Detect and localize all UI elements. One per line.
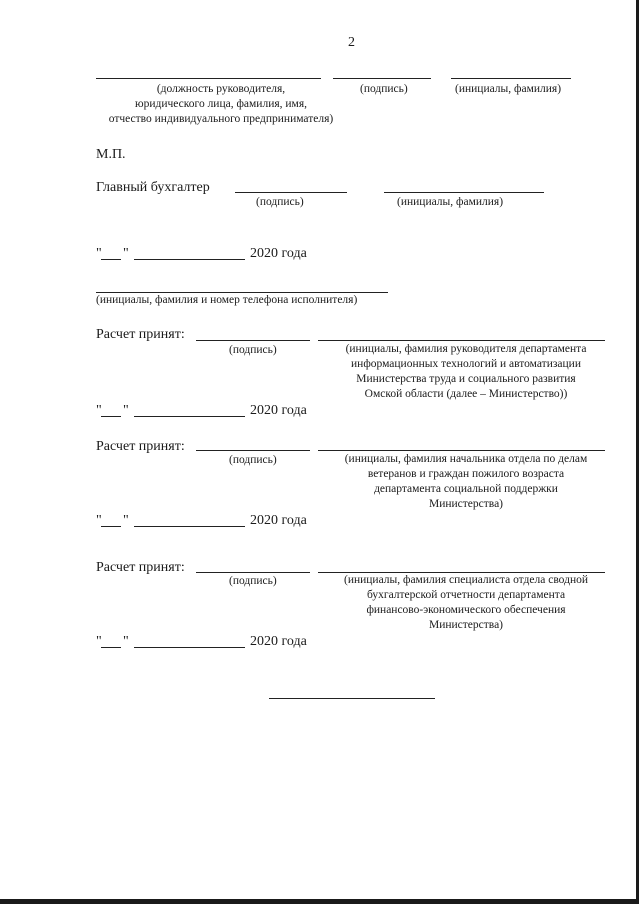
acceptance-caption	[318, 573, 614, 633]
scan-edge-bottom	[0, 899, 639, 904]
chief-accountant-initials-caption: (инициалы, фамилия)	[397, 196, 504, 208]
acceptance-label: Расчет принят:	[96, 327, 185, 342]
acceptance-caption	[318, 342, 614, 402]
caption-line: ветеранов и граждан пожилого возраста	[367, 468, 565, 480]
date-quote-open: "	[96, 246, 102, 261]
acceptance-signature-line	[196, 450, 310, 451]
date-month-line	[134, 416, 245, 417]
date-quote-close: "	[123, 403, 129, 418]
executor-line	[96, 292, 388, 293]
date-day-line	[101, 526, 121, 527]
date-quote-close: "	[123, 634, 129, 649]
caption-line: юридического лица, фамилия, имя,	[134, 98, 307, 110]
acceptance-signature-line	[196, 340, 310, 341]
acceptance-signature-line	[196, 572, 310, 573]
caption-line: (инициалы, фамилия руководителя департамента	[345, 343, 587, 355]
caption-line: отчество индивидуального предпринимателя)	[108, 113, 334, 125]
caption-line: (должность руководителя,	[156, 83, 286, 95]
date-quote-open: "	[96, 513, 102, 528]
acceptance-label: Расчет принят:	[96, 560, 185, 575]
acceptance-signature-caption: (подпись)	[229, 344, 277, 356]
date-month-line	[134, 647, 245, 648]
caption-line: Министерства труда и социального развития	[356, 373, 576, 385]
caption-line: департамента социальной поддержки	[374, 483, 558, 495]
caption-line: информационных технологий и автоматизации	[351, 358, 581, 370]
acceptance-signature-caption: (подпись)	[229, 454, 277, 466]
acceptance-label: Расчет принят:	[96, 439, 185, 454]
date-month-line	[134, 526, 245, 527]
caption-line: бухгалтерской отчетности департамента	[366, 589, 566, 601]
seal-place: М.П.	[96, 147, 126, 162]
chief-accountant-initials-line	[384, 192, 544, 193]
executor-caption: (инициалы, фамилия и номер телефона исполнителя)	[96, 294, 358, 306]
caption-line: финансово-экономического обеспечения	[366, 604, 566, 616]
chief-accountant-signature-caption: (подпись)	[256, 196, 304, 208]
acceptance-initials-line	[318, 450, 605, 451]
date-year: 2020 года	[250, 403, 307, 418]
caption-line: (инициалы, фамилия специалиста отдела сводной	[343, 574, 588, 586]
date-quote-close: "	[123, 513, 129, 528]
date-day-line	[101, 647, 121, 648]
date-quote-close: "	[123, 246, 129, 261]
head-signature-caption: (подпись)	[360, 83, 408, 95]
chief-accountant-signature-line	[235, 192, 347, 193]
acceptance-signature-caption: (подпись)	[229, 575, 277, 587]
date-month-line	[134, 259, 245, 260]
date-quote-open: "	[96, 403, 102, 418]
head-position-caption	[96, 82, 346, 127]
date-year: 2020 года	[250, 246, 307, 261]
acceptance-caption	[318, 452, 614, 512]
head-initials-line	[451, 78, 571, 79]
caption-line: Министерства)	[428, 498, 503, 510]
date-day-line	[101, 259, 121, 260]
date-quote-open: "	[96, 634, 102, 649]
date-year: 2020 года	[250, 634, 307, 649]
page-number: 2	[348, 35, 355, 50]
caption-line: Омской области (далее – Министерство))	[364, 388, 568, 400]
head-initials-caption: (инициалы, фамилия)	[455, 83, 562, 95]
caption-line: Министерства)	[428, 619, 503, 631]
caption-line: (инициалы, фамилия начальника отдела по делам	[344, 453, 588, 465]
closing-separator	[269, 698, 435, 699]
chief-accountant-label: Главный бухгалтер	[96, 180, 210, 195]
head-signature-line	[333, 78, 431, 79]
acceptance-initials-line	[318, 340, 605, 341]
head-position-line	[96, 78, 321, 79]
date-day-line	[101, 416, 121, 417]
date-year: 2020 года	[250, 513, 307, 528]
